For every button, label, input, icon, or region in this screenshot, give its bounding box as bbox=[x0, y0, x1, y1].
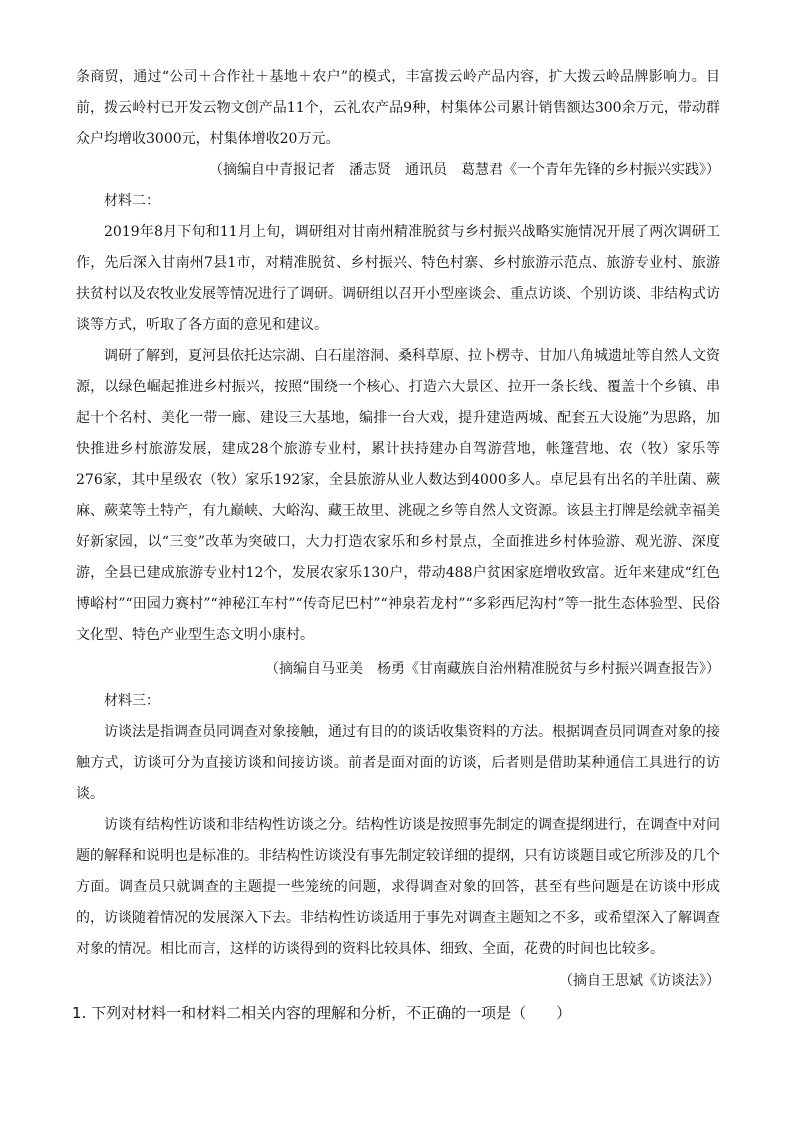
material3-label: 材料三： bbox=[104, 693, 160, 709]
material2-paragraph-1: 2019年8月下旬和11月上旬，调研组对甘南州精准脱贫与乡村振兴战略实施情况开展了两次调研工作，先后深入甘南州7县1市，对精准脱贫、乡村振兴、特色村寨、乡村旅游示范点、旅游专业村、旅游扶贫村以及农牧业发展等情况进行了调研。调研组以召开小型座谈会、重点访谈、个别访谈、非结构式访谈等方式，听取了各方面的意见和建议。 bbox=[76, 224, 720, 333]
material3-paragraph-2: 访谈有结构性访谈和非结构性访谈之分。结构性访谈是按照事先制定的调查提纲进行，在调查中对问题的解释和说明也是标准的。非结构性访谈没有事先制定较详细的提纲，只有访谈题目或它所涉及的几个方面。调查员只就调查的主题提一些笼统的问题，求得调查对象的回答，甚至有些问题是在访谈中形成的，访谈随着情况的发展深入下去。非结构性访谈适用于事先对调查主题知之不多，或希望深入了解调查对象的情况。相比而言，这样的访谈得到的资料比较具体、细致、全面，花费的时间也比较多。 bbox=[76, 817, 720, 957]
material1-tail-paragraph: 条商贸，通过“公司＋合作社＋基地＋农户”的模式，丰富拨云岭产品内容，扩大拨云岭品牌影响力。目前，拨云岭村已开发云物文创产品11个，云礼农产品9种，村集体公司累计销售额达300余万元，带动群众户均增收3000元，村集体增收20万元。 bbox=[76, 69, 720, 147]
material3-paragraph-1: 访谈法是指调查员同调查对象接触，通过有目的的谈话收集资料的方法。根据调查员同调查对象的接触方式，访谈可分为直接访谈和间接访谈。前者是面对面的访谈，后者则是借助某种通信工具进行的访谈。 bbox=[76, 724, 720, 802]
source-citation-2: （摘编自马亚美 杨勇《甘南藏族自治州精准脱贫与乡村振兴调查报告》） bbox=[265, 661, 720, 677]
material2-paragraph-2: 调研了解到，夏河县依托达宗湖、白石崖溶洞、桑科草原、拉卜楞寺、甘加八角城遗址等自然人文资源，以绿色崛起推进乡村振兴，按照“围绕一个核心、打造六大景区、拉开一条长线、覆盖十个乡镇、串起十个名村、美化一带一廊、建设三大基地，编排一台大戏，提升建造两城、配套五大设施”为思路，加快推进乡村旅游发展，建成28个旅游专业村，累计扶持建办自驾游营地，帐篷营地、农（牧）家乐等276家，其中星级农（牧）家乐192家，全县旅游从业人数达到4000多人。卓尼县有出名的羊肚菌、蕨麻、蕨菜等土特产，有九巅峡、大峪沟、藏王故里、洮砚之乡等自然人文资源。该县主打牌是绘就幸福美好新家园，以“三变”改革为突破口，大力打造农家乐和乡村景点，全面推进乡村体验游、观光游、深度游，全县已建成旅游专业村12个，发展农家乐130户，带动488户贫困家庭增收致富。近年来建成“红色博峪村”“田园力赛村”“神秘江车村”“传奇尼巴村”“神泉若龙村”“多彩西尼沟村”等一批生态体验型、民俗文化型、特色产业型生态文明小康村。 bbox=[76, 348, 720, 643]
material2-label: 材料二： bbox=[104, 193, 160, 209]
source-citation-3: （摘自王思斌《访谈法》） bbox=[559, 973, 720, 989]
question-1: 1. 下列对材料一和材料二相关内容的理解和分析，不正确的一项是（ ） bbox=[72, 1004, 572, 1022]
source-citation-1: （摘编自中青报记者 潘志贤 通讯员 葛慧君《一个青年先锋的乡村振兴实践》） bbox=[209, 162, 720, 178]
